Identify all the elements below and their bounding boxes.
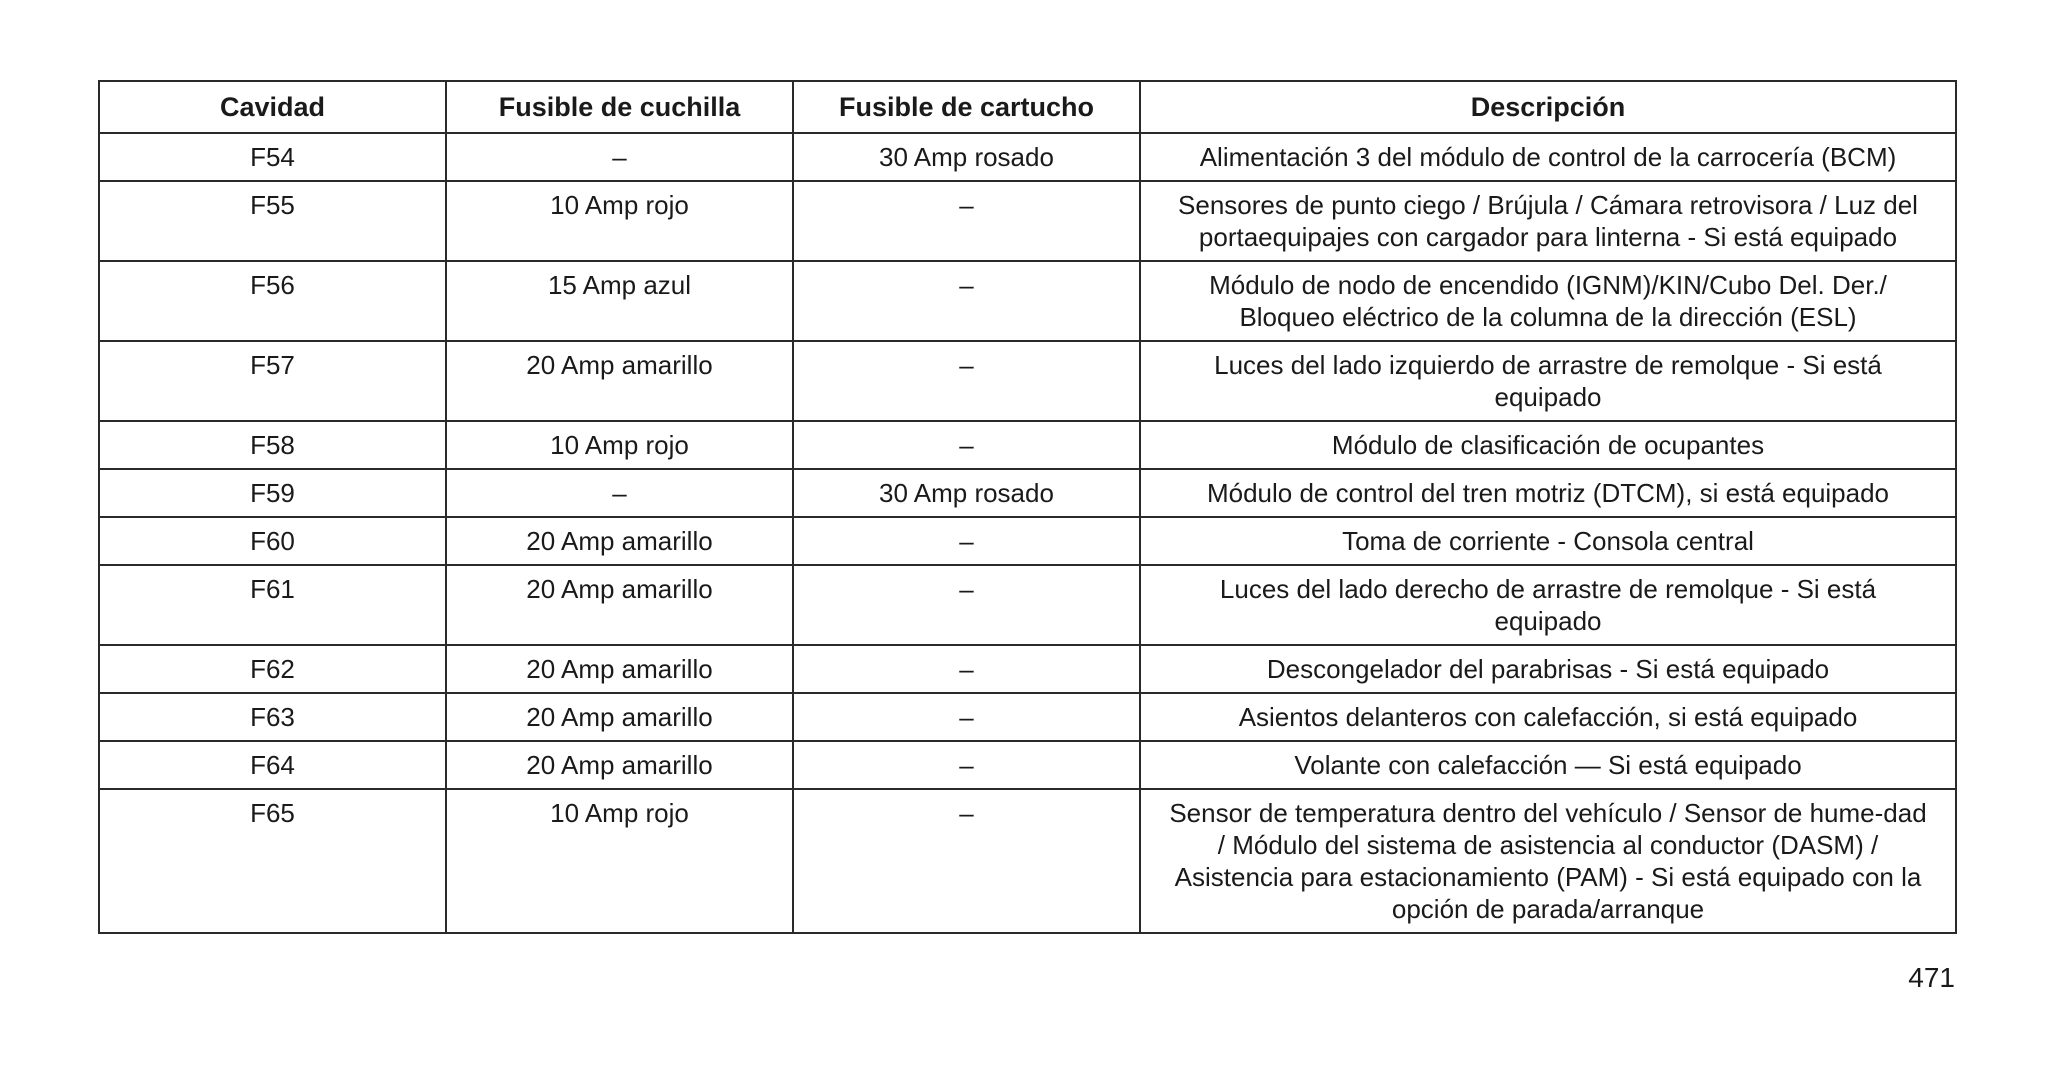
table-row xyxy=(99,517,1956,565)
blade-fuse-cell: – xyxy=(446,469,793,517)
header-blade-fuse: Fusible de cuchilla xyxy=(446,81,793,133)
table-row xyxy=(99,341,1956,421)
blade-fuse-cell: 10 Amp rojo xyxy=(446,181,793,261)
cavity-cell: F61 xyxy=(99,565,446,645)
description-cell: Sensor de temperatura dentro del vehículo / Sensor de hume-dad / Módulo del sistema de asistencia al conductor (DASM) / Asistencia para estacionamiento (PAM) - Si está equipado con la opción de parada/arranque xyxy=(1140,789,1956,933)
cavity-cell: F54 xyxy=(99,133,446,181)
table-row xyxy=(99,741,1956,789)
cartridge-fuse-cell: – xyxy=(793,181,1140,261)
table-row xyxy=(99,469,1956,517)
fuse-table xyxy=(98,80,1957,934)
cavity-cell: F59 xyxy=(99,469,446,517)
table-row xyxy=(99,565,1956,645)
blade-fuse-cell: 15 Amp azul xyxy=(446,261,793,341)
description-cell: Volante con calefacción — Si está equipado xyxy=(1140,741,1956,789)
blade-fuse-cell: 20 Amp amarillo xyxy=(446,341,793,421)
table-row xyxy=(99,693,1956,741)
cartridge-fuse-cell: 30 Amp rosado xyxy=(793,469,1140,517)
cartridge-fuse-cell: – xyxy=(793,517,1140,565)
table-row xyxy=(99,789,1956,933)
cavity-cell: F60 xyxy=(99,517,446,565)
blade-fuse-cell: 10 Amp rojo xyxy=(446,789,793,933)
header-cartridge-fuse: Fusible de cartucho xyxy=(793,81,1140,133)
description-cell: Módulo de control del tren motriz (DTCM), si está equipado xyxy=(1140,469,1956,517)
header-description: Descripción xyxy=(1140,81,1956,133)
description-cell: Módulo de nodo de encendido (IGNM)/KIN/Cubo Del. Der./ Bloqueo eléctrico de la columna de la dirección (ESL) xyxy=(1140,261,1956,341)
cavity-cell: F56 xyxy=(99,261,446,341)
cavity-cell: F64 xyxy=(99,741,446,789)
header-cavity: Cavidad xyxy=(99,81,446,133)
table-row xyxy=(99,181,1956,261)
blade-fuse-cell: 20 Amp amarillo xyxy=(446,693,793,741)
cavity-cell: F57 xyxy=(99,341,446,421)
table-header-row xyxy=(99,81,1956,133)
blade-fuse-cell: 20 Amp amarillo xyxy=(446,645,793,693)
cavity-cell: F55 xyxy=(99,181,446,261)
cartridge-fuse-cell: – xyxy=(793,645,1140,693)
description-cell: Alimentación 3 del módulo de control de la carrocería (BCM) xyxy=(1140,133,1956,181)
blade-fuse-cell: – xyxy=(446,133,793,181)
table-row xyxy=(99,645,1956,693)
description-cell: Asientos delanteros con calefacción, si está equipado xyxy=(1140,693,1956,741)
page-number: 471 xyxy=(1908,962,1955,993)
blade-fuse-cell: 10 Amp rojo xyxy=(446,421,793,469)
cartridge-fuse-cell: – xyxy=(793,341,1140,421)
description-cell: Luces del lado derecho de arrastre de remolque - Si está equipado xyxy=(1140,565,1956,645)
blade-fuse-cell: 20 Amp amarillo xyxy=(446,565,793,645)
description-cell: Módulo de clasificación de ocupantes xyxy=(1140,421,1956,469)
cartridge-fuse-cell: – xyxy=(793,261,1140,341)
cavity-cell: F58 xyxy=(99,421,446,469)
table-row xyxy=(99,261,1956,341)
description-cell: Sensores de punto ciego / Brújula / Cámara retrovisora / Luz del portaequipajes con cargador para linterna - Si está equipado xyxy=(1140,181,1956,261)
cartridge-fuse-cell: – xyxy=(793,789,1140,933)
cavity-cell: F63 xyxy=(99,693,446,741)
table-row xyxy=(99,133,1956,181)
description-cell: Toma de corriente - Consola central xyxy=(1140,517,1956,565)
description-cell: Descongelador del parabrisas - Si está equipado xyxy=(1140,645,1956,693)
cavity-cell: F65 xyxy=(99,789,446,933)
cartridge-fuse-cell: – xyxy=(793,741,1140,789)
blade-fuse-cell: 20 Amp amarillo xyxy=(446,517,793,565)
cavity-cell: F62 xyxy=(99,645,446,693)
blade-fuse-cell: 20 Amp amarillo xyxy=(446,741,793,789)
table-row xyxy=(99,421,1956,469)
cartridge-fuse-cell: – xyxy=(793,693,1140,741)
cartridge-fuse-cell: – xyxy=(793,565,1140,645)
description-cell: Luces del lado izquierdo de arrastre de remolque - Si está equipado xyxy=(1140,341,1956,421)
cartridge-fuse-cell: 30 Amp rosado xyxy=(793,133,1140,181)
cartridge-fuse-cell: – xyxy=(793,421,1140,469)
